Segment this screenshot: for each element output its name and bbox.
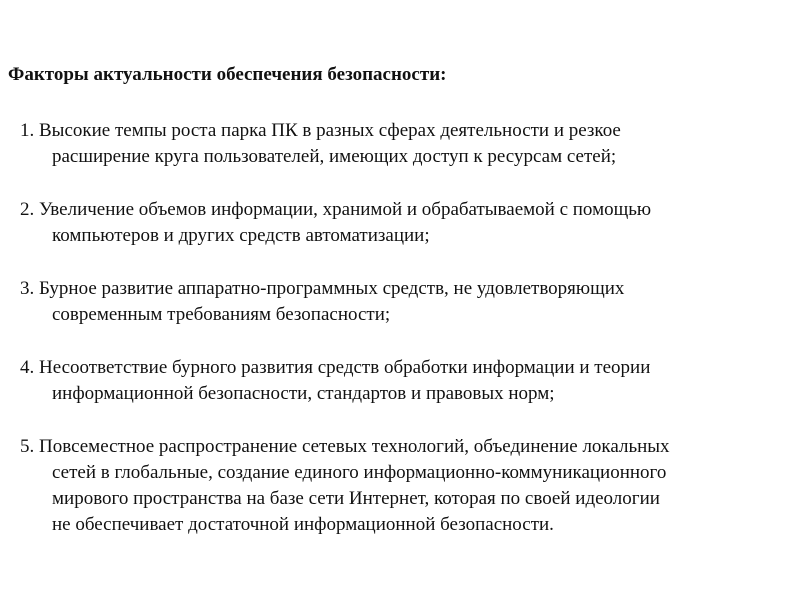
list-item-line: расширение круга пользователей, имеющих доступ к ресурсам сетей; <box>52 146 617 167</box>
list-item-line: 3. Бурное развитие аппаратно-программных средств, не удовлетворяющих <box>20 278 625 299</box>
list-item-line: 5. Повсеместное распространение сетевых технологий, объединение локальных <box>20 436 670 457</box>
list-item <box>20 355 790 407</box>
list-item-line: 4. Несоответствие бурного развития средств обработки информации и теории <box>20 357 651 378</box>
list-item-line: мирового пространства на базе сети Интернет, которая по своей идеологии <box>52 488 660 509</box>
list-item-line: современным требованиям безопасности; <box>52 304 391 325</box>
list-item <box>20 118 790 170</box>
list-item-line: не обеспечивает достаточной информационной безопасности. <box>52 514 554 535</box>
list-item <box>20 276 790 328</box>
list-item <box>20 197 790 249</box>
list-item-line: 1. Высокие темпы роста парка ПК в разных сферах деятельности и резкое <box>20 120 621 141</box>
list-item-line: компьютеров и других средств автоматизации; <box>52 225 430 246</box>
list-item-line: информационной безопасности, стандартов и правовых норм; <box>52 383 555 404</box>
list-item-line: 2. Увеличение объемов информации, хранимой и обрабатываемой с помощью <box>20 199 652 220</box>
slide-title: Факторы актуальности обеспечения безопасности: <box>8 64 447 85</box>
list-item <box>20 434 790 538</box>
list-item-line: сетей в глобальные, создание единого информационно-коммуникационного <box>52 462 667 483</box>
